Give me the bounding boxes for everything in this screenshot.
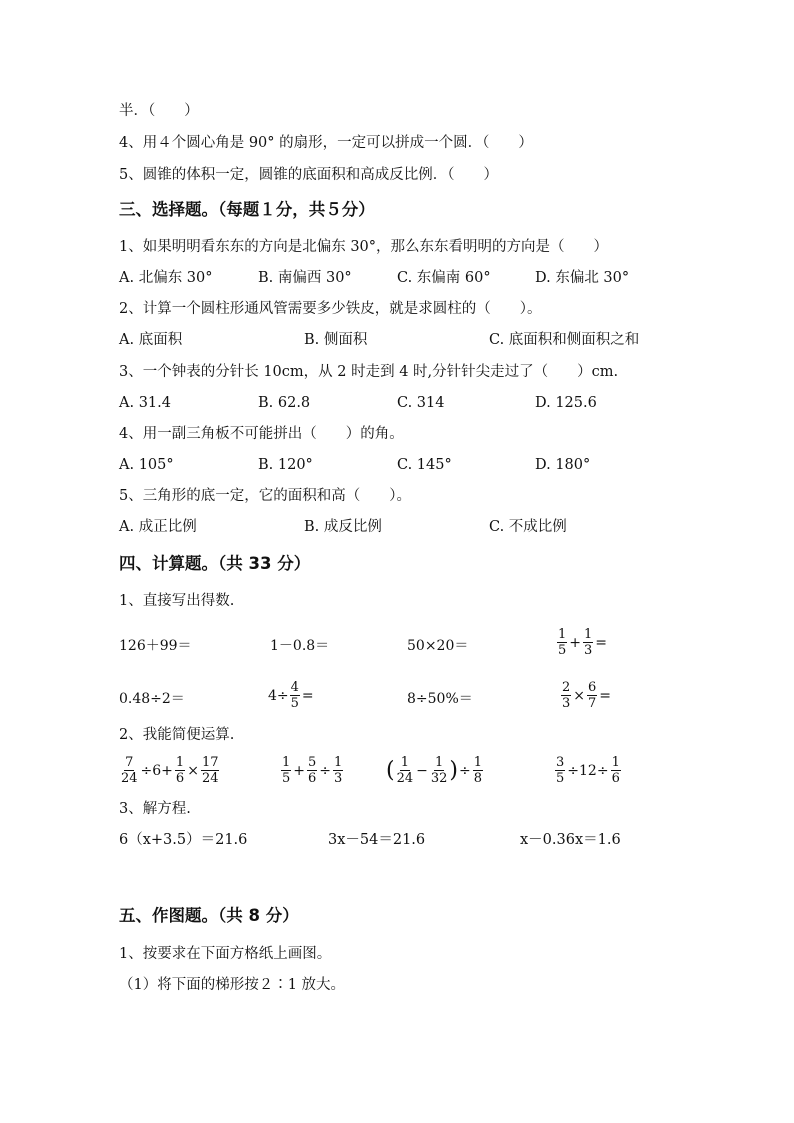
equation-1: 6（x+3.5）＝21.6 [119,832,248,848]
calc-2-2: 4÷ $\frac{4}{5}$ = [268,680,314,711]
calc-sub1: 1、直接写出得数. [119,593,235,609]
choice-q4-opt-d: D. 180° [535,457,591,473]
choice-q3: 3、一个钟表的分针长 10cm，从 2 时走到 4 时,分针针尖走过了（ ）cm. [119,364,619,380]
draw-sub1: 1、按要求在下面方格纸上画图。 [119,946,332,962]
choice-q4: 4、用一副三角板不可能拼出（ ）的角。 [119,426,404,442]
calc-sub2: 2、我能简便运算. [119,727,235,743]
choice-q4-opt-b: B. 120° [258,457,313,473]
section3-title: 三、选择题。（每题１分，共５分） [119,200,375,219]
fraction: $\frac{1}{3}$ [584,627,593,658]
fraction: $\frac{2}{3}$ [562,680,571,711]
calc-1-3: 50×20＝ [407,638,469,654]
equation-2: 3x－54＝21.6 [328,832,426,848]
fraction: $\frac{17}{24}$ [201,755,219,786]
choice-q1-opt-d: D. 东偏北 30° [535,270,630,286]
choice-q2-opt-a: A. 底面积 [119,332,183,348]
fraction: $\frac{1}{6}$ [611,755,620,786]
calc-2-1: 0.48÷2＝ [119,691,185,707]
choice-q2-opt-c: C. 底面积和侧面积之和 [489,332,640,348]
choice-q2: 2、计算一个圆柱形通风管需要多少铁皮，就是求圆柱的（ ）。 [119,301,542,317]
calc-sub3: 3、解方程. [119,801,191,817]
choice-q4-opt-a: A. 105° [119,457,174,473]
choice-q3-opt-d: D. 125.6 [535,395,597,411]
choice-q5-opt-c: C. 不成比例 [489,519,567,535]
choice-q1: 1、如果明明看东东的方向是北偏东 30°，那么东东看明明的方向是（ ） [119,239,609,255]
choice-q2-opt-b: B. 侧面积 [304,332,368,348]
choice-q1-opt-a: A. 北偏东 30° [119,270,213,286]
calc-1-2: 1－0.8＝ [270,638,330,654]
judge-q3-cont: 半．（ ） [119,103,199,119]
calc-1-1: 126＋99＝ [119,638,192,654]
section5-title: 五、作图题。（共 8 分） [119,906,299,925]
calc-1-4: $\frac{1}{5}$ + $\frac{1}{3}$ = [558,627,608,658]
simplify-3: ( $\frac{1}{24}$ − $\frac{1}{32}$ ) ÷ $\frac{1}{8}$ [386,755,483,786]
choice-q1-opt-b: B. 南偏西 30° [258,270,352,286]
choice-q1-opt-c: C. 东偏南 60° [397,270,491,286]
fraction: $\frac{1}{5}$ [282,755,291,786]
calc-2-4: $\frac{2}{3}$ × $\frac{6}{7}$ = [562,680,612,711]
draw-sub1-1: （1）将下面的梯形按２∶1 放大。 [119,977,346,993]
equation-3: x－0.36x＝1.6 [520,832,621,848]
fraction: $\frac{1}{24}$ [396,755,414,786]
fraction: $\frac{4}{5}$ [290,680,299,711]
simplify-1: $\frac{7}{24}$ ÷6+ $\frac{1}{6}$ × $\frac{17}{24}$ [121,755,219,786]
section4-title: 四、计算题。（共 33 分） [119,554,311,573]
judge-q5: 5、圆锥的体积一定，圆锥的底面积和高成反比例．（ ） [119,167,498,183]
simplify-4: $\frac{3}{5}$ ÷12÷ $\frac{1}{6}$ [556,755,620,786]
fraction: $\frac{3}{5}$ [556,755,565,786]
fraction: $\frac{1}{8}$ [473,755,483,786]
choice-q5-opt-a: A. 成正比例 [119,519,197,535]
choice-q3-opt-a: A. 31.4 [119,395,171,411]
choice-q3-opt-c: C. 314 [397,395,445,411]
simplify-2: $\frac{1}{5}$ + $\frac{5}{6}$ ÷ $\frac{1}{3}$ [282,755,343,786]
fraction: $\frac{5}{6}$ [308,755,317,786]
judge-q4: 4、用４个圆心角是 90° 的扇形，一定可以拼成一个圆．（ ） [119,135,533,151]
fraction: $\frac{6}{7}$ [588,680,597,711]
fraction: $\frac{1}{32}$ [430,755,448,786]
fraction: $\frac{1}{3}$ [334,755,343,786]
choice-q5: 5、三角形的底一定，它的面积和高（ ）。 [119,488,411,504]
fraction: $\frac{1}{6}$ [175,755,185,786]
fraction: $\frac{7}{24}$ [121,755,138,786]
fraction: $\frac{1}{5}$ [558,627,567,658]
calc-2-3: 8÷50%＝ [407,691,473,707]
choice-q5-opt-b: B. 成反比例 [304,519,382,535]
choice-q4-opt-c: C. 145° [397,457,452,473]
choice-q3-opt-b: B. 62.8 [258,395,311,411]
